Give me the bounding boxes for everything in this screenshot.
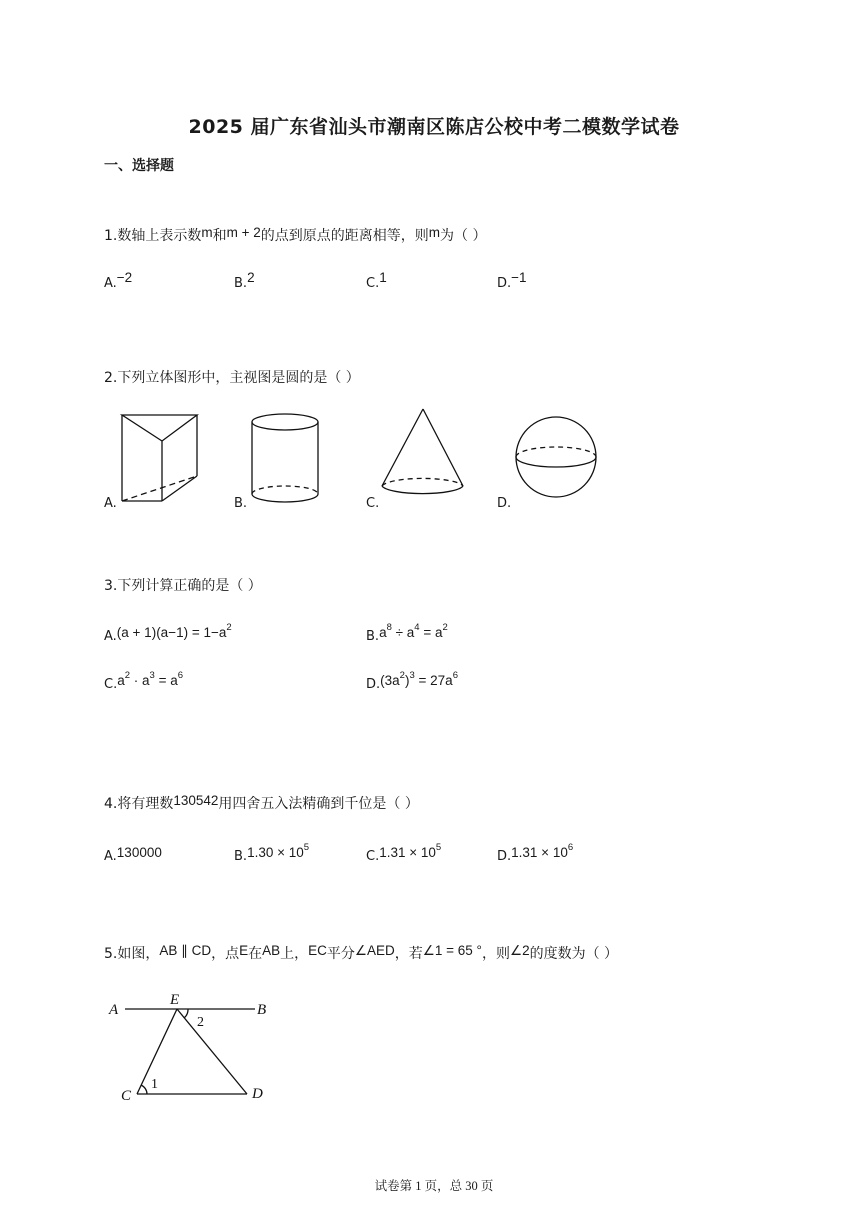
exp: 3	[409, 670, 415, 681]
q3-option-c[interactable]	[104, 670, 184, 692]
expr: a	[379, 625, 387, 640]
q2-option-a[interactable]: A.	[104, 496, 117, 511]
q3-option-a[interactable]	[104, 622, 232, 644]
label-c: C	[121, 1088, 132, 1104]
q2-option-d[interactable]: D.	[497, 496, 512, 511]
option-value: 1.30 × 10	[247, 845, 304, 860]
section-heading: 一、选择题	[104, 158, 174, 174]
option-value: 2	[247, 270, 255, 285]
exp: 6	[177, 670, 184, 681]
q5-text: 5.如图，	[104, 946, 160, 962]
label-d: D	[252, 1086, 263, 1102]
cylinder-figure	[246, 410, 324, 506]
q4-suffix: 用四舍五入法精确到千位是（ ）	[218, 796, 419, 812]
q5-text: 的度数为（ ）	[529, 946, 619, 962]
expr: · a	[130, 673, 150, 688]
q2-option-c[interactable]: C.	[366, 496, 380, 511]
exp: 4	[414, 622, 420, 633]
q5-math: AB ∥ CD	[159, 943, 212, 958]
q4-prefix: 4.将有理数	[104, 796, 174, 812]
q5-math: EC	[308, 943, 327, 958]
label-angle-2: 2	[197, 1015, 204, 1030]
q3-option-b[interactable]	[366, 622, 448, 644]
option-value: −2	[116, 270, 133, 285]
q3-option-d[interactable]	[366, 670, 458, 692]
q1-expr: m + 2	[226, 225, 261, 240]
label-angle-1: 1	[151, 1077, 158, 1092]
exp: 2	[124, 670, 131, 681]
question-4	[104, 793, 419, 813]
option-label: D.	[366, 677, 381, 692]
q4-option-b[interactable]	[234, 842, 310, 864]
option-label: B.	[234, 276, 248, 291]
exp: 6	[452, 670, 458, 681]
expr: = 27a	[414, 673, 453, 688]
q5-math: ∠1 = 65 °	[422, 943, 482, 958]
question-2: 2.下列立体图形中，主视图是圆的是（ ）	[104, 370, 360, 386]
q1-and: 和	[212, 228, 227, 244]
expr: (a + 1)(a−1) = 1−a	[116, 625, 227, 640]
expr: = a	[154, 673, 178, 688]
option-label: B.	[366, 629, 380, 644]
expr: )	[404, 673, 410, 688]
q5-text: 在	[248, 946, 263, 962]
q4-option-d[interactable]	[497, 842, 574, 864]
q5-math: ∠2	[509, 943, 530, 958]
option-label: B.	[234, 849, 248, 864]
triangular-prism-figure	[115, 408, 205, 504]
label-a: A	[109, 1002, 119, 1018]
option-value: 130000	[116, 845, 162, 860]
exp: 5	[435, 842, 442, 853]
exp: 2	[399, 670, 405, 681]
q5-math: ∠AED	[354, 943, 395, 958]
q1-suffix: 为（ ）	[440, 228, 487, 244]
q5-text: ，则	[481, 946, 510, 962]
question-1	[104, 225, 486, 245]
option-value: 1.31 × 10	[379, 845, 436, 860]
cone-figure	[377, 405, 469, 505]
expr: (3a	[380, 673, 400, 688]
q5-text: ，点	[211, 946, 240, 962]
question-5	[104, 943, 618, 963]
option-label: C.	[366, 276, 380, 291]
option-label: A.	[104, 849, 117, 864]
option-label: D.	[497, 849, 512, 864]
option-value: 1.31 × 10	[511, 845, 568, 860]
exp: 3	[149, 670, 155, 681]
exp: 2	[226, 622, 232, 633]
q1-mid: 的点到原点的距离相等，则	[260, 228, 429, 244]
option-label: D.	[497, 276, 512, 291]
exp: 2	[442, 622, 448, 633]
q1-option-b[interactable]	[234, 270, 255, 291]
option-value: −1	[511, 270, 527, 285]
expr: ÷ a	[391, 625, 415, 640]
q1-m2: m	[428, 225, 440, 240]
option-label: A.	[104, 276, 117, 291]
page-footer: 试卷第 1 页，总 30 页	[374, 1179, 494, 1193]
q5-text: 上，	[280, 946, 309, 962]
q5-math: E	[239, 943, 249, 958]
exp: 6	[567, 842, 574, 853]
question-3: 3.下列计算正确的是（ ）	[104, 578, 262, 594]
option-label: C.	[366, 849, 380, 864]
parallel-lines-figure	[100, 988, 280, 1110]
expr: a	[117, 673, 125, 688]
q1-option-a[interactable]	[104, 270, 133, 291]
q1-option-d[interactable]	[497, 270, 527, 291]
expr: = a	[419, 625, 443, 640]
exp: 5	[303, 842, 310, 853]
q4-number: 130542	[173, 793, 219, 808]
sphere-figure	[511, 413, 601, 501]
q4-option-a[interactable]	[104, 845, 162, 864]
page-title: 2025 届广东省汕头市潮南区陈店公校中考二模数学试卷	[188, 116, 680, 138]
q5-math: AB	[262, 943, 281, 958]
option-label: C.	[104, 677, 118, 692]
label-e: E	[170, 992, 180, 1008]
option-label: A.	[104, 629, 117, 644]
q2-option-b[interactable]: B.	[234, 496, 248, 511]
exp: 8	[386, 622, 392, 633]
q1-prefix: 1.数轴上表示数	[104, 228, 202, 244]
option-value: 1	[379, 270, 387, 285]
q4-option-c[interactable]	[366, 842, 442, 864]
q1-m: m	[201, 225, 213, 240]
q5-text: ，若	[394, 946, 423, 962]
label-b: B	[257, 1002, 267, 1018]
q5-text: 平分	[326, 946, 355, 962]
q1-option-c[interactable]	[366, 270, 387, 291]
